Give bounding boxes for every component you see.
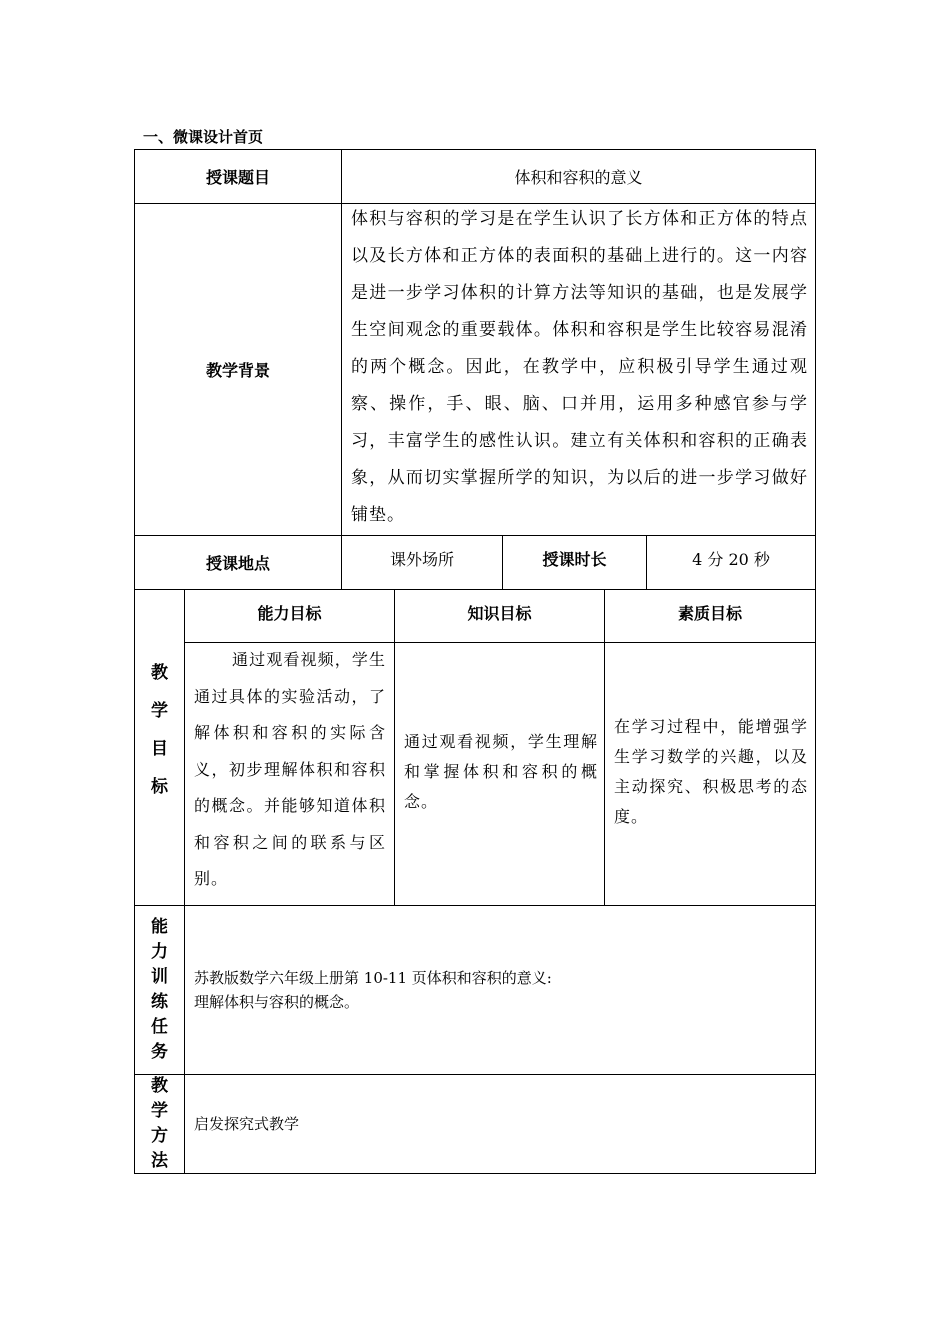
training-line-1: 苏教版数学六年级上册第 10-11 页体积和容积的意义: (194, 969, 552, 987)
method-value: 启发探究式教学 (194, 1115, 300, 1133)
duration-value: 4 分 20 秒 (692, 550, 770, 569)
quality-goal-header: 素质目标 (677, 604, 742, 623)
background-text: 体积与容积的学习是在学生认识了长方体和正方体的特点以及长方体和正方体的表面积的基础上进行的。这一内容是进一步学习体积的计算方法等知识的基础，也是发展学生空间观念的重要载体。体积和容积是学生比较容易混淆的两个概念。因此，在教学中，应积极引导学生通过观察、操作，手、眼、脑、口并用，运用多种感官参与学习，丰富学生的感性认识。建立有关体积和容积的正确表象，从而切实掌握所学的知识，为以后的进一步学习做好铺垫。 (351, 209, 808, 525)
knowledge-goal-header: 知识目标 (467, 604, 532, 623)
quality-goal-text: 在学习过程中，能增强学生学习数学的兴趣，以及主动探究、积极思考的态度。 (614, 717, 808, 826)
goals-label: 教 学 目 标 (151, 662, 168, 797)
topic-value: 体积和容积的意义 (514, 168, 643, 187)
method-label: 教 学 方 法 (151, 1076, 168, 1171)
background-label: 教学背景 (205, 361, 270, 380)
location-label: 授课地点 (205, 554, 270, 573)
ability-goal-header: 能力目标 (257, 604, 322, 623)
ability-goal-text: 通过观看视频，学生通过具体的实验活动，了解体积和容积的实际含义，初步理解体积和容积的概念。并能够知道体积和容积之间的联系与区别。 (194, 650, 386, 888)
knowledge-goal-text: 通过观看视频，学生理解和掌握体积和容积的概念。 (404, 732, 598, 811)
location-value: 课外场所 (389, 550, 454, 569)
topic-label: 授课题目 (205, 168, 270, 187)
training-line-2: 理解体积与容积的概念。 (194, 993, 360, 1011)
duration-label: 授课时长 (542, 550, 607, 569)
training-text (194, 966, 809, 1026)
section-heading: 一、微课设计首页 (143, 128, 264, 146)
training-label: 能 力 训 练 任 务 (151, 917, 168, 1062)
